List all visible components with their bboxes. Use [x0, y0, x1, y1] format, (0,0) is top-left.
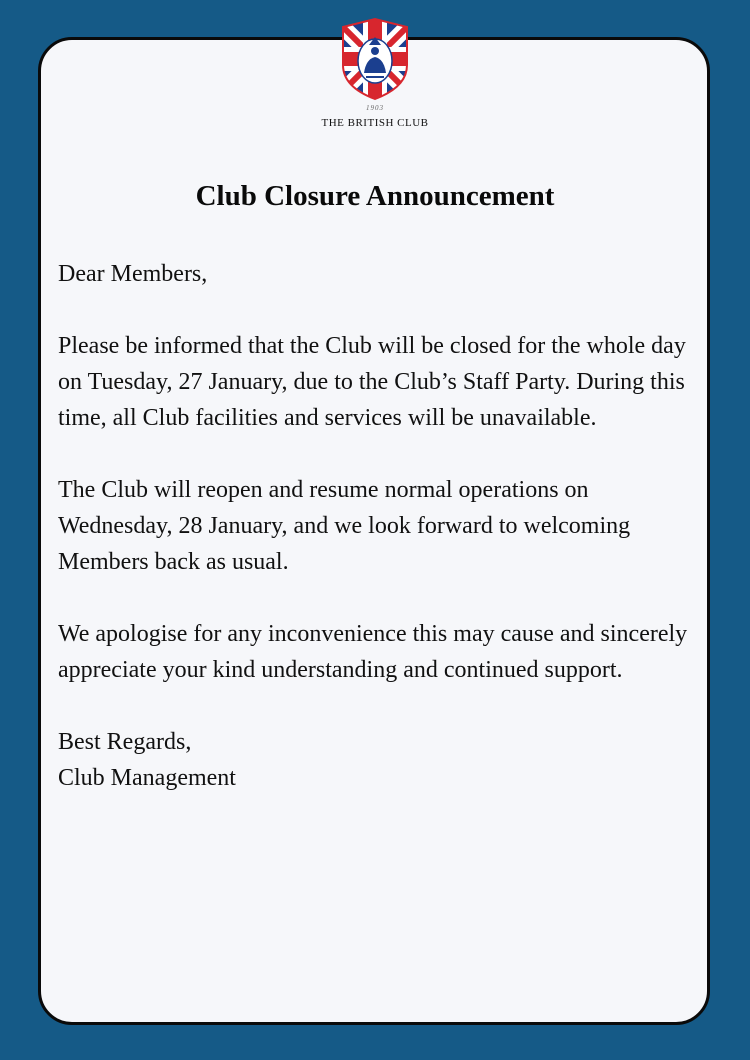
club-name: THE BRITISH CLUB — [321, 117, 429, 129]
closing: Best Regards, — [58, 729, 192, 755]
letter-body — [58, 256, 698, 796]
paragraph-closure: Please be informed that the Club will be closed for the whole day on Tuesday, 27 January, due to the Club’s Staff Party. During this time, all Club facilities and services will be unavailable. — [58, 333, 686, 431]
salutation: Dear Members, — [58, 261, 208, 287]
signature: Club Management — [58, 765, 236, 791]
paragraph-reopen: The Club will reopen and resume normal operations on Wednesday, 28 January, and we look forward to welcoming Members back as usual. — [58, 477, 631, 575]
paragraph-apology: We apologise for any inconvenience this may cause and sincerely appreciate your kind understanding and continued support. — [58, 621, 688, 683]
founded-year: 1903 — [366, 104, 384, 112]
page-title: Club Closure Announcement — [195, 180, 555, 212]
british-club-crest-icon — [333, 17, 417, 101]
